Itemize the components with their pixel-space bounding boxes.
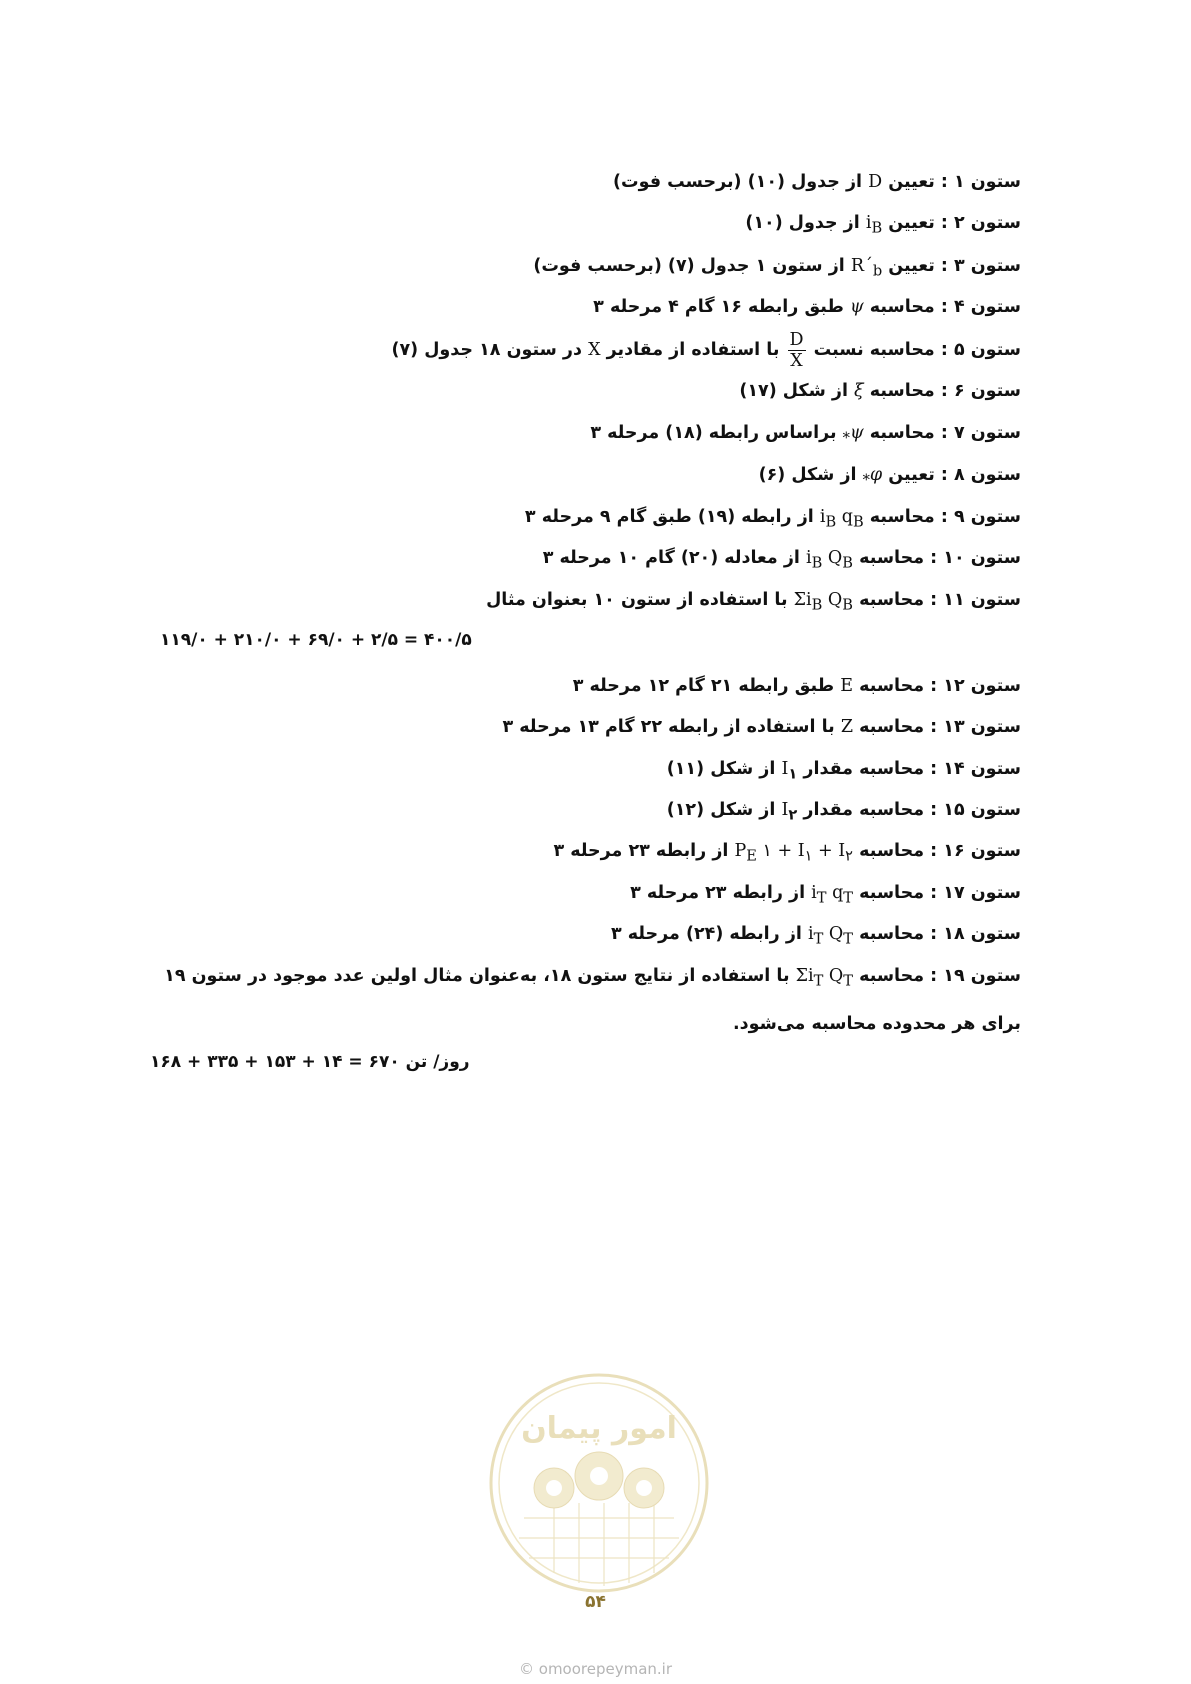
- line-col-9: ستون ۹ : محاسبه $i_B$ $q_B$ از رابطه (۱۹) طبق گام ۹ مرحله ۳: [524, 507, 1021, 531]
- line-col-5: ستون ۵ : محاسبه نسبت $\frac{D}{X}$ با استفاده از مقادیر X در ستون ۱۸ جدول (۷): [391, 329, 1021, 371]
- line-col-14: ستون ۱۴ : محاسبه مقدار $I_۱$ از شکل (۱۱): [666, 759, 1021, 783]
- line-col-18: ستون ۱۸ : محاسبه $i_T$ $Q_T$ از رابطه (۲۴) مرحله ۳: [611, 924, 1021, 948]
- line-col-10: ستون ۱۰ : محاسبه $i_B$ $Q_B$ از معادله (۲۰) گام ۱۰ مرحله ۳: [542, 548, 1021, 572]
- watermark-text: امور پیمان: [521, 1411, 677, 1446]
- page-number: ۵۴: [585, 1592, 606, 1612]
- line-col-15: ستون ۱۵ : محاسبه مقدار $I_۲$ از شکل (۱۲): [666, 800, 1021, 824]
- line-col-7: ستون ۷ : محاسبه $\psi_*$ براساس رابطه (۱۸) مرحله ۳: [590, 423, 1021, 447]
- equation-sum-col-19: روز/ تن ۶۷۰ = ۱۴ + ۱۵۳ + ۳۳۵ + ۱۶۸: [150, 1052, 470, 1072]
- watermark-logo-icon: [484, 1368, 714, 1598]
- fraction-d-over-x: $\frac{D}{X}$: [789, 329, 804, 371]
- line-col-3: ستون ۳ : تعیین $R´_b$ از ستون ۱ جدول (۷) (برحسب فوت): [533, 256, 1021, 280]
- equation-sum-col-11: ۱۱۹/۰ + ۲۱۰/۰ + ۶۹/۰ + ۲/۵ = ۴۰۰/۵: [160, 630, 472, 650]
- line-col-8: ستون ۸ : تعیین $\varphi_*$ از شکل (۶): [758, 465, 1021, 489]
- line-col-11: ستون ۱۱ : محاسبه $\Sigma i_B$ $Q_B$ با استفاده از ستون ۱۰ بعنوان مثال: [486, 590, 1021, 614]
- website-footer: © omoorepeyman.ir: [518, 1660, 673, 1678]
- line-col-17: ستون ۱۷ : محاسبه $i_T$ $q_T$ از رابطه ۲۳ مرحله ۳: [630, 883, 1021, 907]
- line-col-1: ستون ۱ : تعیین D از جدول (۱۰) (برحسب فوت): [613, 172, 1021, 192]
- line-col-4: ستون ۴ : محاسبه ψ طبق رابطه ۱۶ گام ۴ مرحله ۳: [593, 297, 1021, 317]
- line-col-6: ستون ۶ : محاسبه ξ از شکل (۱۷): [739, 381, 1021, 401]
- line-col-19: ستون ۱۹ : محاسبه $\Sigma i_T$ $Q_T$ با استفاده از نتایج ستون ۱۸، به‌عنوان مثال اولین عدد موجود در ستون ۱۹ برای هر محدوده محاسبه می‌شود.: [164, 966, 1021, 1034]
- line-col-2: ستون ۲ : تعیین $i_B$ از جدول (۱۰): [745, 213, 1021, 237]
- line-col-12: ستون ۱۲ : محاسبه E طبق رابطه ۲۱ گام ۱۲ مرحله ۳: [572, 676, 1021, 696]
- line-col-16: ستون ۱۶ : محاسبه $P_E$ ۱ + $I_۱ + I_۲$ از رابطه ۲۳ مرحله ۳: [553, 841, 1021, 865]
- copyright-icon: ©: [518, 1660, 539, 1678]
- line-col-13: ستون ۱۳ : محاسبه Z با استفاده از رابطه ۲۲ گام ۱۳ مرحله ۳: [502, 717, 1021, 737]
